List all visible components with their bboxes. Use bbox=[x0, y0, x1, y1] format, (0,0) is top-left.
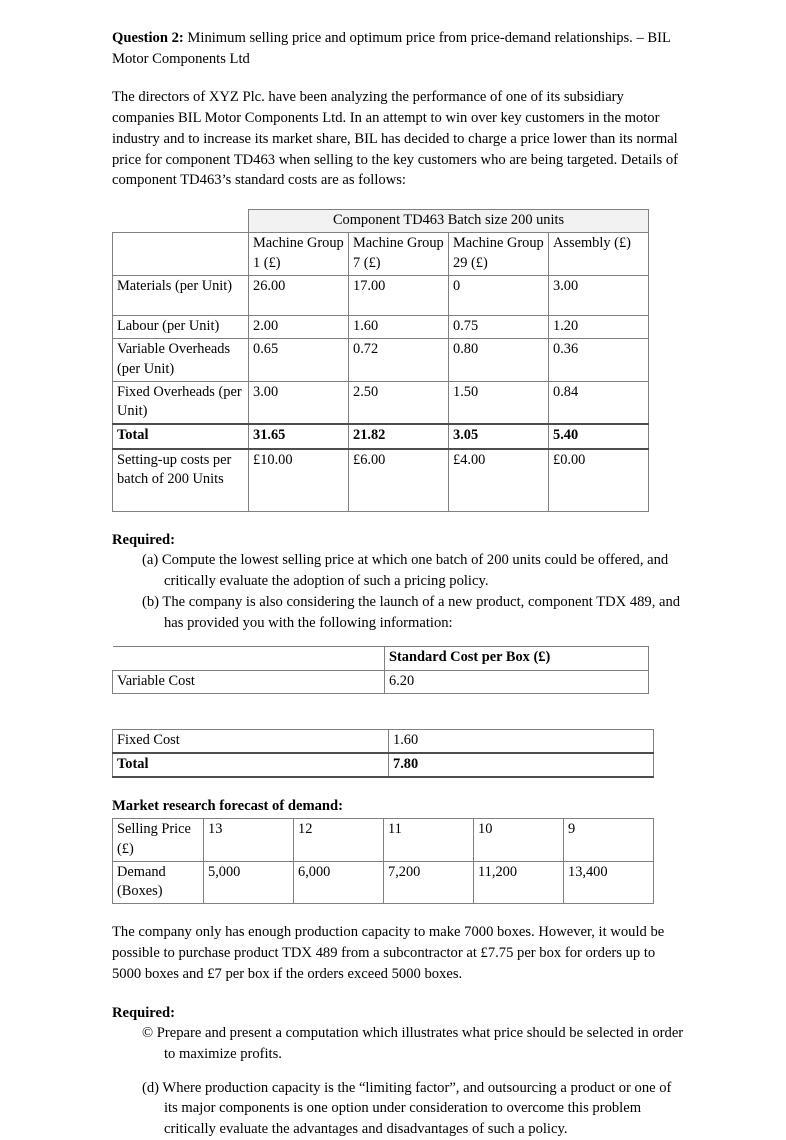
cell-setup-mg1: £10.00 bbox=[249, 449, 349, 512]
cell-labour-mg7: 1.60 bbox=[349, 315, 449, 338]
cell-setup-assembly: £0.00 bbox=[549, 449, 649, 512]
cell-labour-mg29: 0.75 bbox=[449, 315, 549, 338]
cell-demand-4: 11,200 bbox=[474, 861, 564, 904]
cell-fixedoh-mg7: 2.50 bbox=[349, 381, 449, 424]
standard-cost-corner-cell bbox=[113, 647, 385, 670]
required-item-d bbox=[112, 1078, 686, 1140]
row-label-fixed-overheads: Fixed Overheads (per Unit) bbox=[113, 381, 249, 424]
cell-setup-mg29: £4.00 bbox=[449, 449, 549, 512]
required-list-two-continued bbox=[112, 1078, 686, 1140]
table-row-column-headers bbox=[113, 233, 649, 276]
cell-demand-5: 13,400 bbox=[564, 861, 654, 904]
cell-materials-mg1: 26.00 bbox=[249, 275, 349, 315]
required-item-c bbox=[112, 1023, 686, 1064]
cell-varoh-assembly: 0.36 bbox=[549, 339, 649, 382]
standard-cost-table-fixed-total bbox=[112, 729, 654, 779]
required-item-c-marker: © bbox=[142, 1025, 154, 1042]
question-label: Question 2: bbox=[112, 30, 184, 46]
cell-selling-price-2: 12 bbox=[294, 819, 384, 862]
cell-varoh-mg29: 0.80 bbox=[449, 339, 549, 382]
table-row bbox=[113, 670, 649, 693]
capacity-paragraph: The company only has enough production capacity to make 7000 boxes. However, it would be possible to purchase product TDX 489 from a subcontractor at £7.75 per box for orders up to 5000 boxes and £7 per box if the orders exceed 5000 boxes. bbox=[112, 924, 665, 982]
cell-demand-2: 6,000 bbox=[294, 861, 384, 904]
table-row bbox=[113, 275, 649, 315]
cost-table-header-assembly: Assembly (£) bbox=[549, 233, 649, 276]
row-label-demand: Demand (Boxes) bbox=[113, 861, 204, 904]
cell-fixedoh-mg1: 3.00 bbox=[249, 381, 349, 424]
cell-labour-mg1: 2.00 bbox=[249, 315, 349, 338]
table-row-header bbox=[113, 647, 649, 670]
cell-demand-1: 5,000 bbox=[204, 861, 294, 904]
cell-selling-price-1: 13 bbox=[204, 819, 294, 862]
intro-paragraph: The directors of XYZ Plc. have been analyzing the performance of one of its subsidiary companies BIL Motor Components Ltd. In an attempt to win over key customers in the motor industry and to increase its market share, BIL has decided to charge a price lower than its normal price for component TD463 when selling to the key customers who are being targeted. Details of component TD463’s standard costs are as follows: bbox=[112, 89, 679, 189]
cell-fixedoh-assembly: 0.84 bbox=[549, 381, 649, 424]
required-heading-one: Required: bbox=[112, 531, 175, 548]
standard-cost-header: Standard Cost per Box (£) bbox=[385, 647, 649, 670]
row-label-variable-overheads: Variable Overheads (per Unit) bbox=[113, 339, 249, 382]
row-label-materials: Materials (per Unit) bbox=[113, 275, 249, 315]
required-list-two bbox=[112, 1023, 686, 1064]
cost-table-header-mg29: Machine Group 29 (£) bbox=[449, 233, 549, 276]
cost-table-corner-cell bbox=[113, 210, 249, 233]
cell-total-mg7: 21.82 bbox=[349, 424, 449, 448]
required-item-b-text: The company is also considering the launch of a new product, component TDX 489, and has provided you with the following information: bbox=[162, 593, 681, 631]
question-title-text: Minimum selling price and optimum price from price-demand relationships. – BIL Motor Components Ltd bbox=[112, 30, 671, 67]
row-label-setting-up-costs: Setting-up costs per batch of 200 Units bbox=[113, 449, 249, 512]
required-item-c-text: Prepare and present a computation which illustrates what price should be selected in order to maximize profits. bbox=[156, 1025, 684, 1062]
cell-variable-cost-value: 6.20 bbox=[385, 670, 649, 693]
cell-setup-mg7: £6.00 bbox=[349, 449, 449, 512]
required-section-one bbox=[112, 530, 686, 634]
required-item-a bbox=[112, 550, 686, 591]
row-label-labour: Labour (per Unit) bbox=[113, 315, 249, 338]
required-item-d-marker: (d) bbox=[142, 1079, 160, 1096]
required-item-b-marker: (b) bbox=[142, 593, 160, 610]
cell-demand-3: 7,200 bbox=[384, 861, 474, 904]
required-item-a-text: Compute the lowest selling price at which one batch of 200 units could be offered, and critically evaluate the adoption of such a pricing policy. bbox=[161, 552, 669, 590]
required-heading-two: Required: bbox=[112, 1004, 175, 1021]
table-row-demand bbox=[113, 861, 654, 904]
row-label-selling-price: Selling Price (£) bbox=[113, 819, 204, 862]
cell-total-assembly: 5.40 bbox=[549, 424, 649, 448]
cost-table-blank-header bbox=[113, 233, 249, 276]
question-title bbox=[112, 28, 686, 69]
cell-varoh-mg1: 0.65 bbox=[249, 339, 349, 382]
standard-cost-table-variable bbox=[112, 646, 649, 694]
cell-total-mg29: 3.05 bbox=[449, 424, 549, 448]
required-item-d-text: Where production capacity is the “limiting factor”, and outsourcing a product or one of its major components is one option under consideration to overcome this problem critically evaluate the advantages and disadvantages of such a policy. bbox=[162, 1079, 672, 1138]
cell-selling-price-5: 9 bbox=[564, 819, 654, 862]
cell-materials-mg7: 17.00 bbox=[349, 275, 449, 315]
required-item-b bbox=[112, 592, 686, 633]
cell-varoh-mg7: 0.72 bbox=[349, 339, 449, 382]
row-label-variable-cost: Variable Cost bbox=[113, 670, 385, 693]
row-label-fixed-cost: Fixed Cost bbox=[113, 729, 389, 753]
demand-forecast-table bbox=[112, 818, 654, 904]
cell-total-mg1: 31.65 bbox=[249, 424, 349, 448]
row-label-total: Total bbox=[113, 424, 249, 448]
required-item-a-marker: (a) bbox=[142, 552, 159, 569]
cost-table-header-mg7: Machine Group 7 (£) bbox=[349, 233, 449, 276]
cell-labour-assembly: 1.20 bbox=[549, 315, 649, 338]
component-cost-table bbox=[112, 209, 649, 512]
demand-section-heading: Market research forecast of demand: bbox=[112, 798, 344, 815]
cell-fixed-cost-value: 1.60 bbox=[389, 729, 654, 753]
required-section-two bbox=[112, 1003, 686, 1140]
row-label-box-total: Total bbox=[113, 753, 389, 777]
cell-materials-assembly: 3.00 bbox=[549, 275, 649, 315]
table-row-setting-up bbox=[113, 449, 649, 512]
cell-selling-price-4: 10 bbox=[474, 819, 564, 862]
table-row bbox=[113, 339, 649, 382]
cost-table-header-mg1: Machine Group 1 (£) bbox=[249, 233, 349, 276]
table-row bbox=[113, 315, 649, 338]
cost-table-span-header: Component TD463 Batch size 200 units bbox=[249, 210, 649, 233]
table-row-total bbox=[113, 424, 649, 448]
table-row bbox=[113, 729, 654, 753]
table-row bbox=[113, 381, 649, 424]
table-row-selling-price bbox=[113, 819, 654, 862]
table-row-span-header bbox=[113, 210, 649, 233]
cell-selling-price-3: 11 bbox=[384, 819, 474, 862]
table-row-total bbox=[113, 753, 654, 777]
cell-fixedoh-mg29: 1.50 bbox=[449, 381, 549, 424]
cell-materials-mg29: 0 bbox=[449, 275, 549, 315]
required-list-one bbox=[112, 550, 686, 633]
cell-box-total-value: 7.80 bbox=[389, 753, 654, 777]
